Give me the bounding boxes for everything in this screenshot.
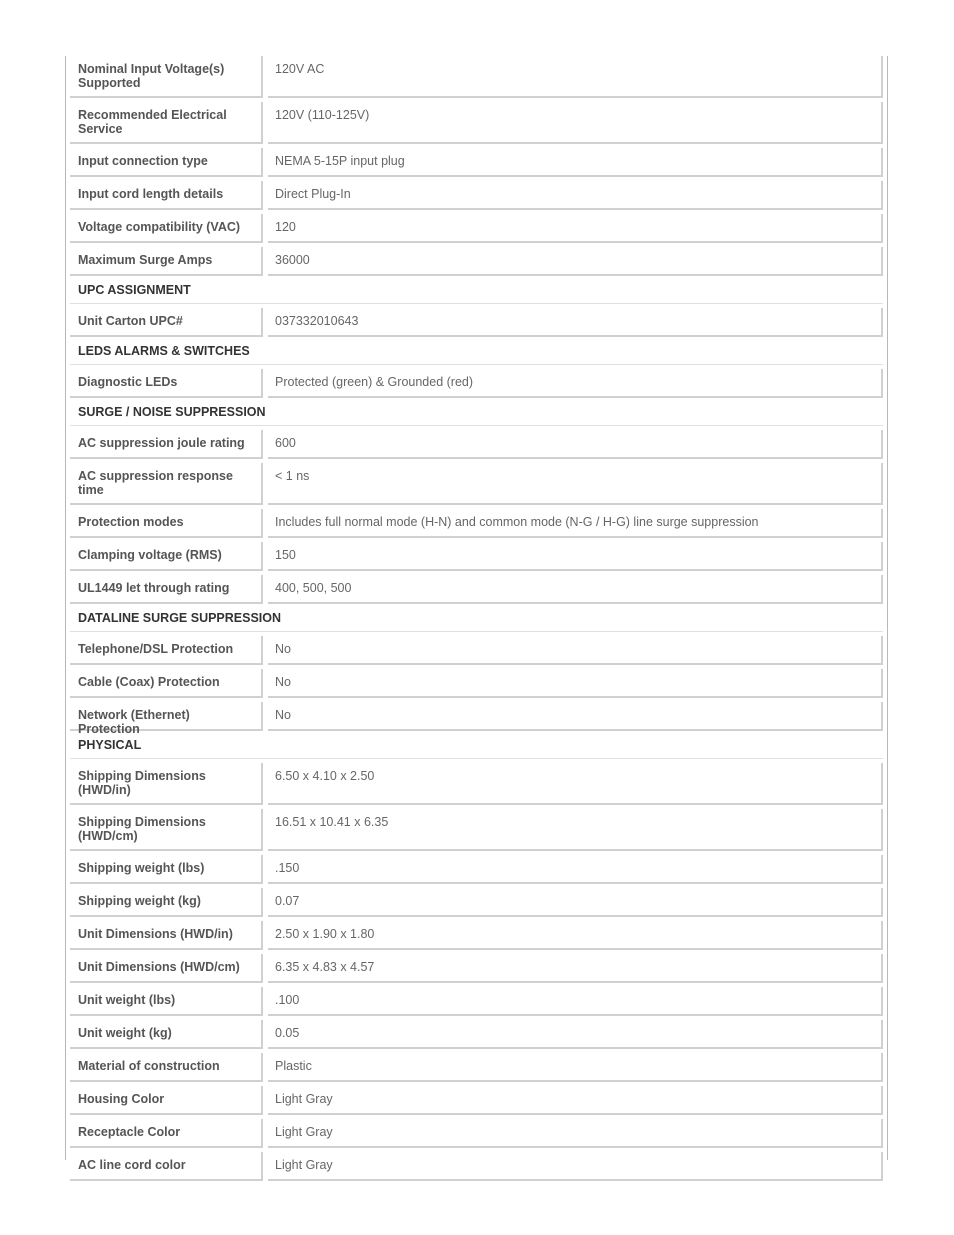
spec-label: Clamping voltage (RMS) [70,542,263,571]
spec-value: 600 [268,430,883,459]
spec-row [70,56,883,98]
spec-label: AC suppression response time [70,463,263,505]
spec-label: AC line cord color [70,1152,263,1181]
section-header: PHYSICAL [70,735,883,759]
section-header: SURGE / NOISE SUPPRESSION [70,402,883,426]
spec-label: Unit Carton UPC# [70,308,263,337]
spec-row [70,430,883,459]
spec-label: Input connection type [70,148,263,177]
spec-row [70,636,883,665]
spec-row [70,247,883,276]
spec-row [70,1053,883,1082]
spec-value: Direct Plug-In [268,181,883,210]
spec-table [70,56,883,1185]
spec-label: AC suppression joule rating [70,430,263,459]
spec-value: No [268,702,883,731]
spec-row [70,702,883,736]
spec-label: Housing Color [70,1086,263,1115]
spec-value: 16.51 x 10.41 x 6.35 [268,809,883,851]
spec-row [70,1086,883,1115]
spec-label: Shipping Dimensions (HWD/cm) [70,809,263,851]
spec-value: 120 [268,214,883,243]
spec-row [70,308,883,337]
section-header: UPC ASSIGNMENT [70,280,883,304]
spec-row [70,509,883,538]
spec-row [70,369,883,398]
spec-label: Telephone/DSL Protection [70,636,263,665]
spec-label: Shipping Dimensions (HWD/in) [70,763,263,805]
spec-value: 0.07 [268,888,883,917]
spec-label: Unit Dimensions (HWD/cm) [70,954,263,983]
spec-value: NEMA 5-15P input plug [268,148,883,177]
spec-row [70,1152,883,1181]
spec-row [70,987,883,1016]
spec-row [70,669,883,698]
spec-row [70,542,883,571]
spec-label: Protection modes [70,509,263,538]
spec-value: 120V AC [268,56,883,98]
spec-value: 6.35 x 4.83 x 4.57 [268,954,883,983]
spec-value: .150 [268,855,883,884]
spec-value: 400, 500, 500 [268,575,883,604]
spec-label: Shipping weight (lbs) [70,855,263,884]
spec-value: Light Gray [268,1086,883,1115]
spec-label: Maximum Surge Amps [70,247,263,276]
spec-label: Voltage compatibility (VAC) [70,214,263,243]
spec-value: 037332010643 [268,308,883,337]
spec-label: Diagnostic LEDs [70,369,263,398]
spec-row [70,809,883,851]
spec-row [70,1020,883,1049]
spec-label: Material of construction [70,1053,263,1082]
spec-row [70,763,883,805]
spec-label: Shipping weight (kg) [70,888,263,917]
spec-label: Input cord length details [70,181,263,210]
section-header: LEDS ALARMS & SWITCHES [70,341,883,365]
spec-label: Network (Ethernet) Protection [70,702,263,731]
spec-value: 0.05 [268,1020,883,1049]
spec-row [70,148,883,177]
spec-row [70,1119,883,1148]
spec-value: 120V (110-125V) [268,102,883,144]
spec-value: Protected (green) & Grounded (red) [268,369,883,398]
spec-label: Unit weight (kg) [70,1020,263,1049]
spec-value: No [268,669,883,698]
spec-row [70,214,883,243]
spec-value: 6.50 x 4.10 x 2.50 [268,763,883,805]
spec-row [70,888,883,917]
spec-value: Includes full normal mode (H-N) and common mode (N-G / H-G) line surge suppression [268,509,883,538]
spec-label: Recommended Electrical Service [70,102,263,144]
section-header: DATALINE SURGE SUPPRESSION [70,608,883,632]
spec-row [70,575,883,604]
spec-value: 2.50 x 1.90 x 1.80 [268,921,883,950]
spec-value: No [268,636,883,665]
spec-value: Light Gray [268,1119,883,1148]
spec-label: Nominal Input Voltage(s) Supported [70,56,263,98]
spec-value: Plastic [268,1053,883,1082]
spec-label: UL1449 let through rating [70,575,263,604]
spec-row [70,921,883,950]
spec-value: .100 [268,987,883,1016]
spec-label: Unit Dimensions (HWD/in) [70,921,263,950]
spec-row [70,181,883,210]
spec-value: < 1 ns [268,463,883,505]
spec-label: Unit weight (lbs) [70,987,263,1016]
spec-value: Light Gray [268,1152,883,1181]
spec-value: 150 [268,542,883,571]
spec-label: Receptacle Color [70,1119,263,1148]
spec-value: 36000 [268,247,883,276]
spec-label: Cable (Coax) Protection [70,669,263,698]
spec-row [70,102,883,144]
spec-row [70,855,883,884]
spec-row [70,954,883,983]
spec-row [70,463,883,505]
